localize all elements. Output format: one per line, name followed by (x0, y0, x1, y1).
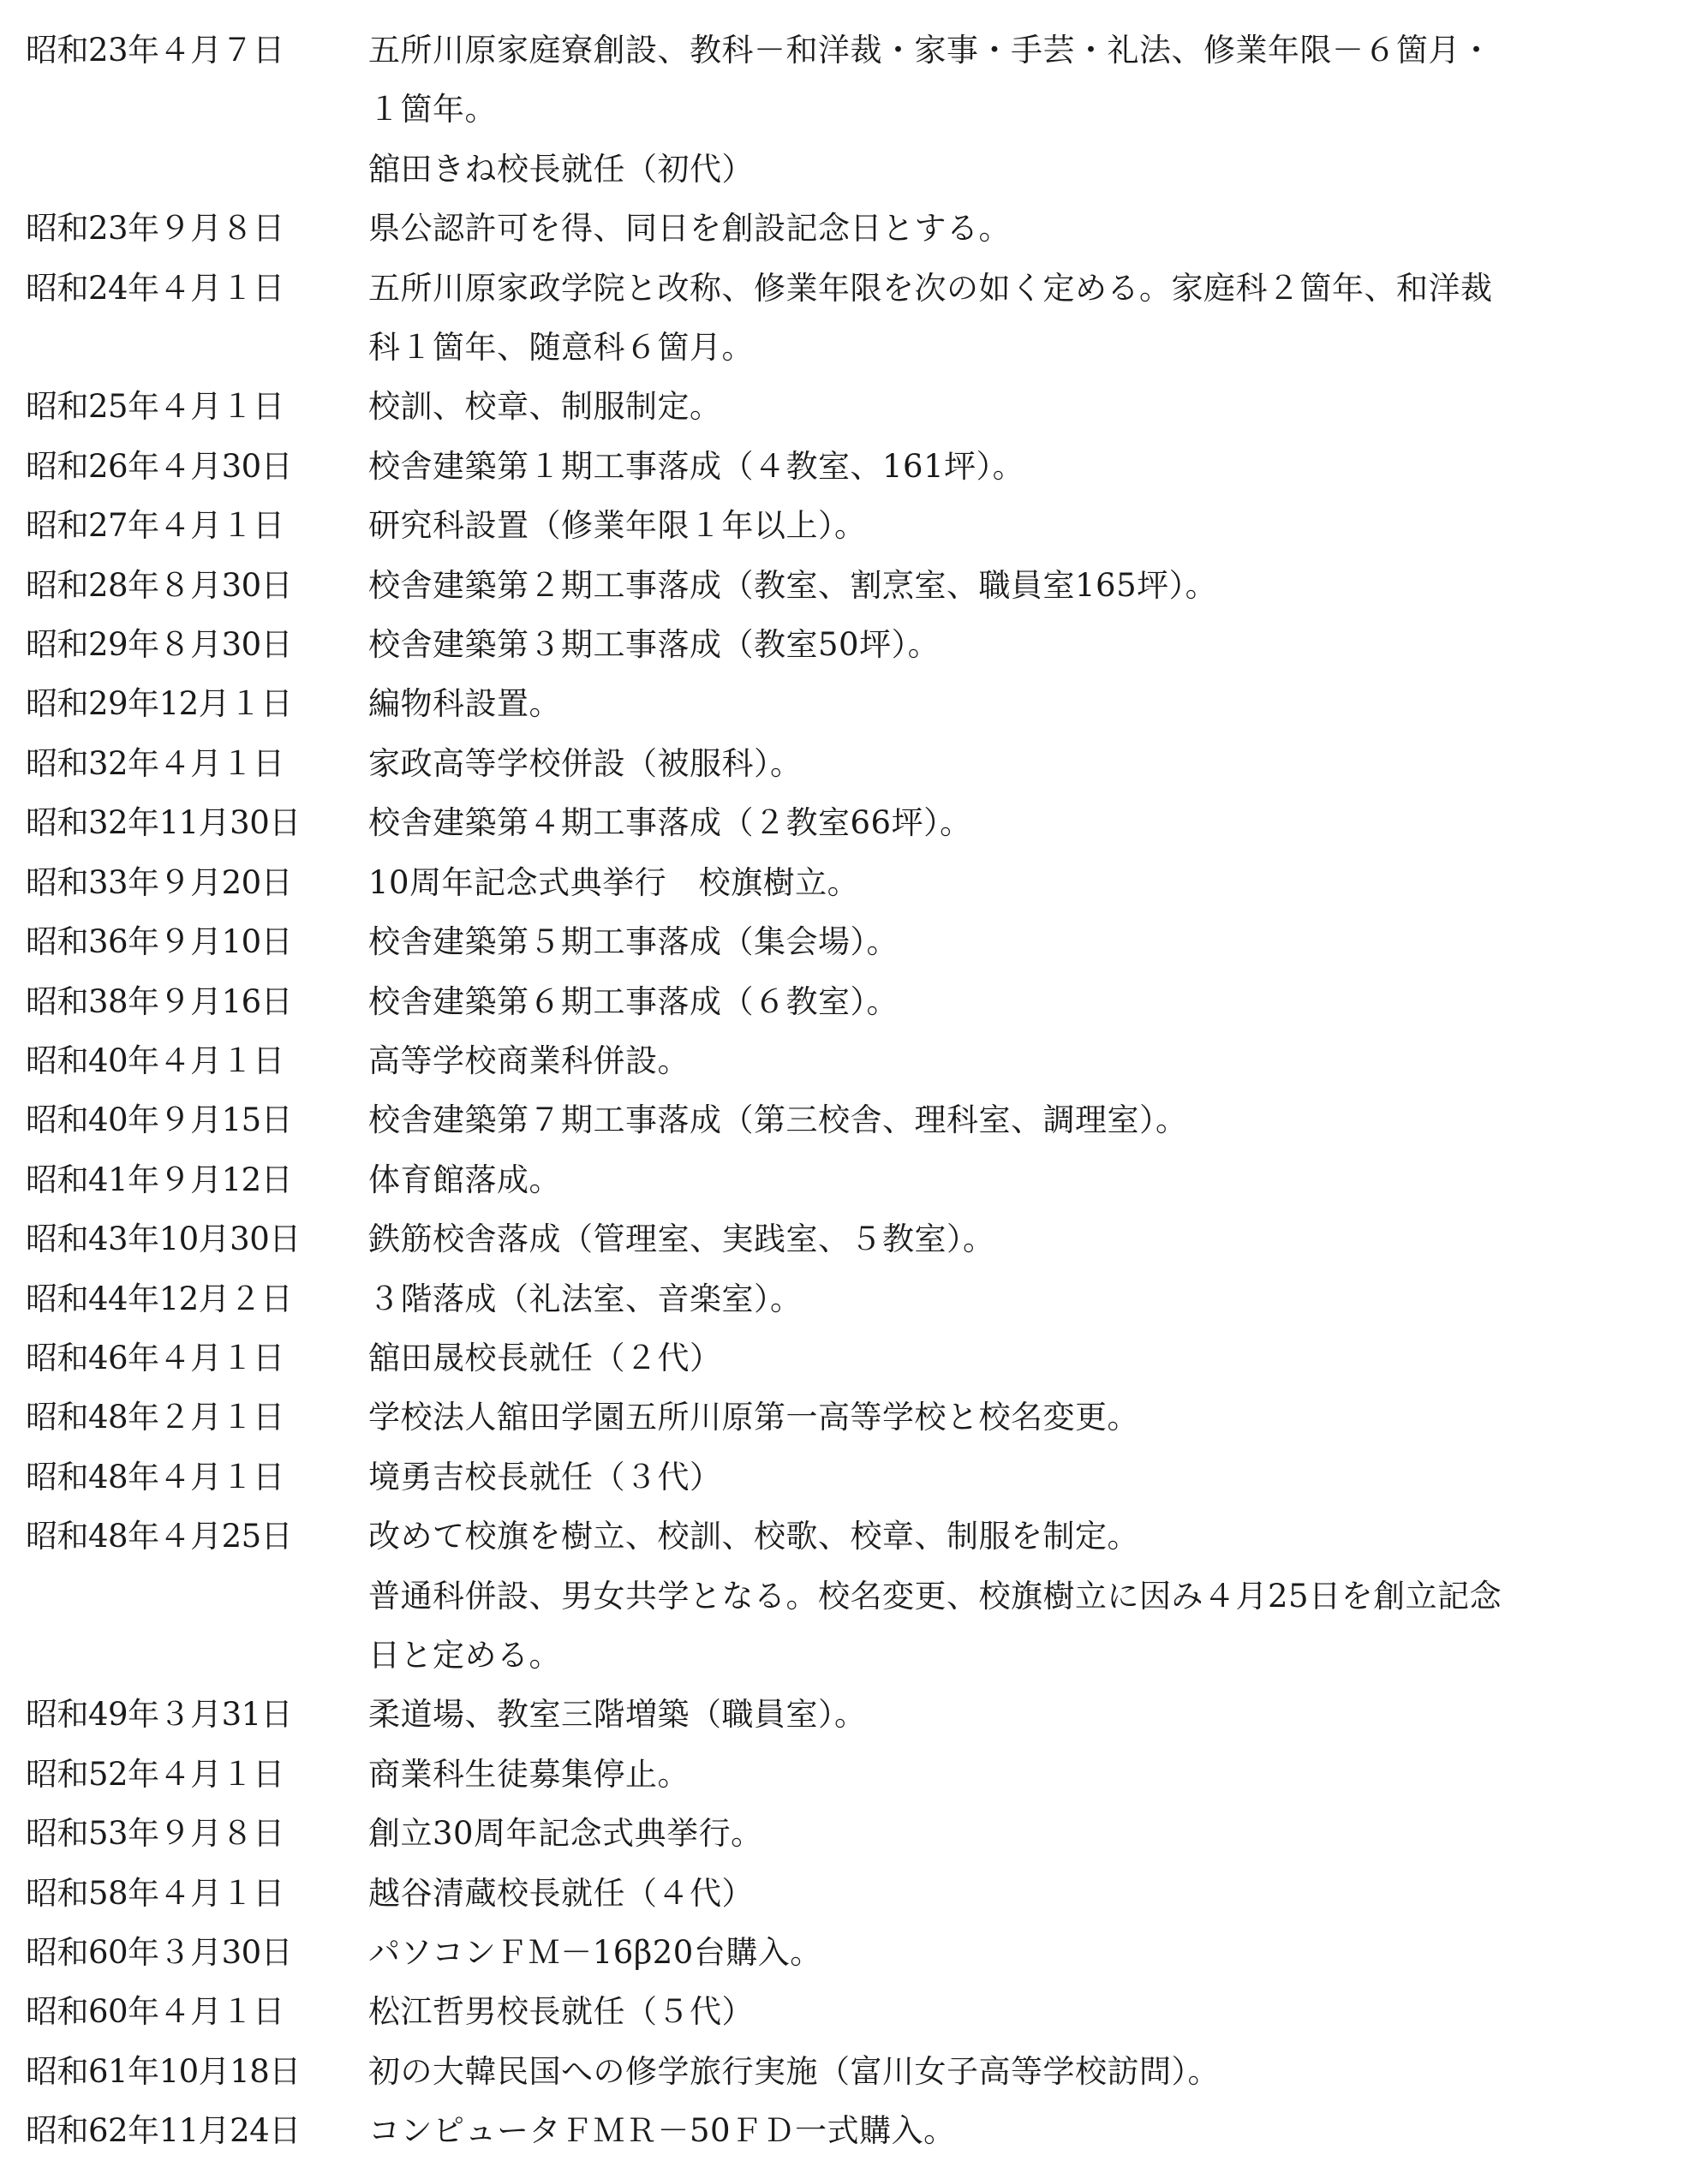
entry-description-line: 家政高等学校併設（被服科）。 (368, 744, 803, 782)
entry-description (368, 1031, 1708, 1090)
entry-date: 昭和41年９月12日 (26, 1161, 293, 1198)
entry-description (368, 1388, 1708, 1447)
entry-date: 昭和29年12月１日 (26, 685, 293, 723)
entry-description (368, 1864, 1708, 1923)
entry-date: 昭和53年９月８日 (26, 1815, 284, 1853)
entry-description (368, 377, 1708, 436)
timeline-entry (26, 1745, 1708, 1804)
timeline-entry (26, 1150, 1708, 1209)
timeline-entry (26, 972, 1708, 1031)
entry-description (368, 1804, 1708, 1863)
entry-date: 昭和25年４月１日 (26, 388, 284, 426)
entry-description (368, 1090, 1708, 1149)
entry-description (368, 2101, 1708, 2160)
entry-description (368, 1507, 1708, 1685)
timeline-entry (26, 1685, 1708, 1744)
entry-description (368, 2042, 1708, 2101)
entry-description-line: 10周年記念式典挙行 校旗樹立。 (368, 863, 860, 901)
entry-date: 昭和60年３月30日 (26, 1934, 293, 1971)
entry-description-line: ３階落成（礼法室、音楽室）。 (368, 1280, 803, 1317)
entry-date: 昭和23年９月８日 (26, 210, 284, 248)
entry-date: 昭和36年９月10日 (26, 923, 293, 961)
timeline-entry (26, 1804, 1708, 1863)
entry-description-line: 創立30周年記念式典挙行。 (368, 1815, 763, 1853)
entry-description-line: 鉄筋校舎落成（管理室、実践室、５教室）。 (368, 1221, 995, 1258)
entry-date: 昭和46年４月１日 (26, 1339, 284, 1376)
entry-description (368, 1328, 1708, 1388)
entry-description (368, 793, 1708, 852)
entry-description-line: 校舎建築第２期工事落成（教室、割烹室、職員室165坪）。 (368, 566, 1218, 604)
entry-date: 昭和48年４月１日 (26, 1458, 284, 1495)
entry-date: 昭和40年４月１日 (26, 1042, 284, 1079)
entry-description-line: 校訓、校章、制服制定。 (368, 388, 722, 426)
timeline-entry (26, 734, 1708, 793)
entry-description-line: 学校法人舘田学園五所川原第一高等学校と校名変更。 (368, 1399, 1139, 1436)
timeline-entry (26, 674, 1708, 733)
timeline-entry (26, 1269, 1708, 1328)
entry-description-line: 越谷清蔵校長就任（４代） (368, 1874, 754, 1912)
entry-description-line: 校舎建築第１期工事落成（４教室、161坪）。 (368, 447, 1025, 485)
entry-date: 昭和40年９月15日 (26, 1101, 293, 1139)
entry-description-line: 五所川原家政学院と改称、修業年限を次の如く定める。家庭科２箇年、和洋裁 (368, 269, 1493, 307)
entry-description (368, 674, 1708, 733)
entry-date: 昭和28年８月30日 (26, 566, 293, 604)
timeline-entry (26, 1388, 1708, 1447)
timeline-entry (26, 912, 1708, 971)
entry-description-line: 舘田晟校長就任（２代） (368, 1339, 722, 1376)
entry-description (368, 912, 1708, 971)
entry-description-line: 日と定める。 (368, 1636, 561, 1674)
timeline-entry (26, 793, 1708, 852)
entry-description-line: 高等学校商業科併設。 (368, 1042, 690, 1079)
entry-description-line: 柔道場、教室三階増築（職員室）。 (368, 1696, 867, 1734)
timeline-entry (26, 1090, 1708, 1149)
entry-description-line: 境勇吉校長就任（３代） (368, 1458, 722, 1495)
entry-date: 昭和38年９月16日 (26, 982, 293, 1020)
entry-description-line: 体育館落成。 (368, 1161, 561, 1198)
timeline-entry (26, 1507, 1708, 1685)
entry-description-line: 県公認許可を得、同日を創設記念日とする。 (368, 210, 1011, 248)
entry-date: 昭和48年４月25日 (26, 1518, 293, 1555)
entry-description-line: 編物科設置。 (368, 685, 561, 723)
entry-description (368, 437, 1708, 496)
entry-description (368, 734, 1708, 793)
entry-description (368, 1745, 1708, 1804)
entry-description (368, 21, 1708, 199)
entry-description (368, 972, 1708, 1031)
entry-date: 昭和58年４月１日 (26, 1874, 284, 1912)
entry-date: 昭和52年４月１日 (26, 1755, 284, 1793)
entry-description (368, 556, 1708, 615)
entry-description-line: コンピュータＦＭＲ－50ＦＤ一式購入。 (368, 2112, 956, 2150)
entry-date: 昭和48年２月１日 (26, 1399, 284, 1436)
entry-date: 昭和23年４月７日 (26, 32, 284, 69)
timeline-entry (26, 377, 1708, 436)
entry-description (368, 1982, 1708, 2041)
entry-description (368, 199, 1708, 258)
entry-description-line: 校舎建築第４期工事落成（２教室66坪）。 (368, 804, 972, 842)
entry-description (368, 1209, 1708, 1269)
entry-date: 昭和61年10月18日 (26, 2052, 301, 2090)
timeline-entry (26, 496, 1708, 555)
entry-date: 昭和33年９月20日 (26, 863, 293, 901)
timeline-entry (26, 259, 1708, 378)
timeline-entry (26, 1209, 1708, 1269)
timeline-entry (26, 437, 1708, 496)
entry-description (368, 1150, 1708, 1209)
timeline-entry (26, 1923, 1708, 1982)
entry-date: 昭和29年８月30日 (26, 626, 293, 664)
entry-description-line: 校舎建築第５期工事落成（集会場）。 (368, 923, 899, 961)
entry-description (368, 1685, 1708, 1744)
timeline-entry (26, 2042, 1708, 2101)
timeline-entry (26, 1031, 1708, 1090)
entry-date: 昭和43年10月30日 (26, 1221, 301, 1258)
entry-description-line: 商業科生徒募集停止。 (368, 1755, 690, 1793)
entry-description-line: 科１箇年、随意科６箇月。 (368, 329, 754, 367)
entry-date: 昭和44年12月２日 (26, 1280, 293, 1317)
entry-date: 昭和27年４月１日 (26, 507, 284, 545)
entry-date: 昭和60年４月１日 (26, 1993, 284, 2031)
timeline-entry (26, 2101, 1708, 2160)
entry-date: 昭和24年４月１日 (26, 269, 284, 307)
timeline-entry (26, 1448, 1708, 1507)
timeline-entry (26, 1982, 1708, 2041)
entry-description (368, 1448, 1708, 1507)
timeline-entry (26, 615, 1708, 674)
entry-description-line: パソコンＦＭ－16β20台購入。 (368, 1934, 822, 1971)
entry-description-line: 校舎建築第７期工事落成（第三校舎、理科室、調理室）。 (368, 1101, 1188, 1139)
entry-description-line: 初の大韓民国への修学旅行実施（富川女子高等学校訪問）。 (368, 2052, 1220, 2090)
entry-description-line: 研究科設置（修業年限１年以上）。 (368, 507, 867, 545)
entry-description-line: 舘田きね校長就任（初代） (368, 150, 754, 188)
entry-description (368, 1269, 1708, 1328)
entry-description-line: 普通科併設、男女共学となる。校名変更、校旗樹立に因み４月25日を創立記念 (368, 1577, 1502, 1615)
entry-description (368, 615, 1708, 674)
entry-description-line: 松江哲男校長就任（５代） (368, 1993, 754, 2031)
entry-description-line: 校舎建築第３期工事落成（教室50坪）。 (368, 626, 941, 664)
entry-description-line: 校舎建築第６期工事落成（６教室）。 (368, 982, 899, 1020)
entry-description (368, 853, 1708, 912)
entry-date: 昭和49年３月31日 (26, 1696, 293, 1734)
timeline-entry (26, 21, 1708, 199)
history-timeline (26, 21, 1708, 2161)
entry-date: 昭和26年４月30日 (26, 447, 293, 485)
entry-date: 昭和32年11月30日 (26, 804, 301, 842)
timeline-entry (26, 853, 1708, 912)
entry-description-line: 五所川原家庭寮創設、教科－和洋裁・家事・手芸・礼法、修業年限－６箇月・ (368, 32, 1493, 69)
entry-description-line: １箇年。 (368, 91, 497, 128)
entry-description-line: 改めて校旗を樹立、校訓、校歌、校章、制服を制定。 (368, 1518, 1139, 1555)
timeline-entry (26, 199, 1708, 258)
entry-description (368, 496, 1708, 555)
entry-description (368, 1923, 1708, 1982)
entry-date: 昭和32年４月１日 (26, 744, 284, 782)
entry-date: 昭和62年11月24日 (26, 2112, 301, 2150)
timeline-entry (26, 556, 1708, 615)
timeline-entry (26, 1328, 1708, 1388)
timeline-entry (26, 1864, 1708, 1923)
entry-description (368, 259, 1708, 378)
